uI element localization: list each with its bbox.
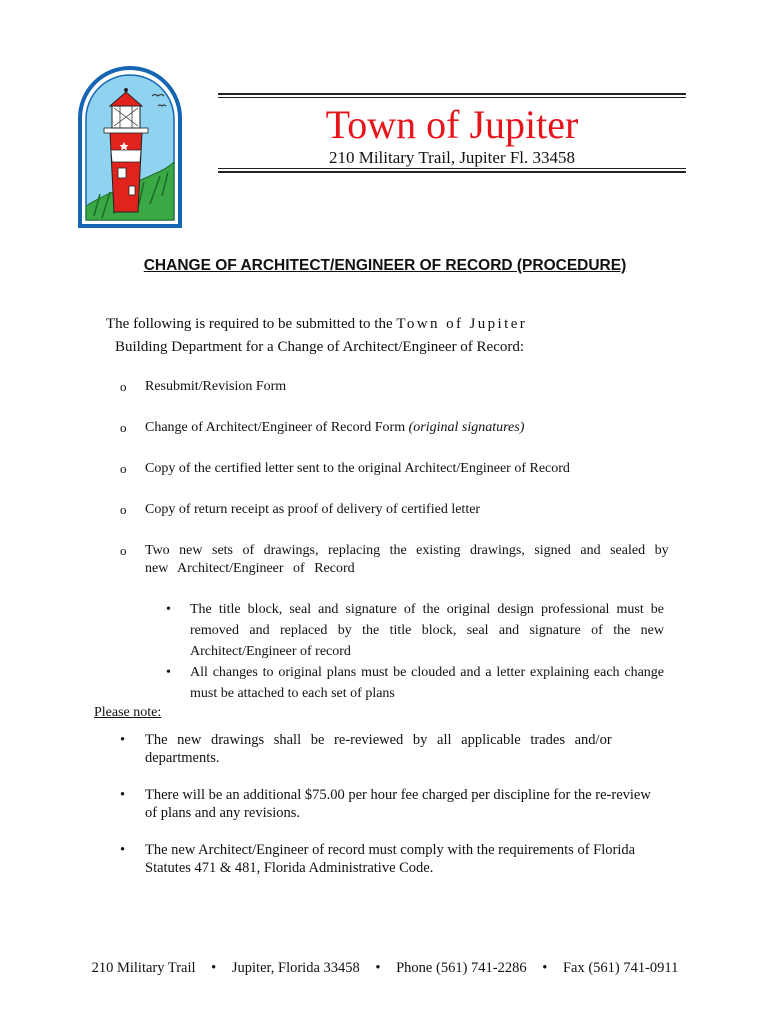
- footer-separator: •: [542, 960, 548, 976]
- document-heading: CHANGE OF ARCHITECT/ENGINEER OF RECORD (PROCEDURE): [143, 257, 627, 274]
- sub-list-item: [164, 662, 664, 704]
- footer-phone: Phone (561) 741-2286: [396, 960, 527, 976]
- list-marker: o: [120, 379, 127, 394]
- requirement-text: Change of Architect/Engineer of Record Form: [145, 420, 406, 435]
- requirement-text: Copy of the certified letter sent to the original Architect/Engineer of Record: [145, 461, 570, 476]
- list-marker: o: [120, 461, 127, 476]
- intro-paragraph: [106, 314, 527, 357]
- list-marker: o: [120, 543, 127, 558]
- intro-town-name: Town of Jupiter: [396, 316, 528, 332]
- note-item: [119, 841, 659, 877]
- note-text: There will be an additional $75.00 per hour fee charged per discipline for the re-review of plans and any revisions.: [145, 787, 651, 821]
- note-text: The new Architect/Engineer of record must comply with the requirements of Florida Statutes 471 & 481, Florida Administrative Code.: [145, 842, 636, 876]
- requirement-item: [120, 501, 480, 519]
- intro-line2: Building Department for a Change of Architect/Engineer of Record:: [115, 339, 525, 355]
- sub-item-text: All changes to original plans must be clouded and a letter explaining each change must be attached to each set of plans: [190, 665, 664, 701]
- town-address: 210 Military Trail, Jupiter Fl. 33458: [328, 148, 576, 167]
- requirement-text: Two new sets of drawings, replacing the existing drawings, signed and sealed by new Architect/Engineer of Record: [145, 543, 669, 576]
- header-rule-bottom-thin: [218, 168, 686, 169]
- requirement-item: [120, 378, 286, 396]
- header-rule-top: [218, 93, 686, 95]
- header-rule-bottom: [218, 171, 686, 173]
- note-item: [119, 786, 659, 822]
- footer-street: 210 Military Trail: [91, 960, 196, 976]
- requirement-text: Resubmit/Revision Form: [145, 379, 287, 394]
- note-text: The new drawings shall be re-reviewed by all applicable trades and/or departments.: [145, 732, 612, 766]
- bullet-marker: •: [120, 787, 126, 803]
- drawing-requirements-sublist: [164, 599, 664, 704]
- requirement-item: [120, 460, 570, 478]
- note-item: [119, 731, 659, 767]
- sub-list-item: [164, 599, 664, 662]
- footer-city: Jupiter, Florida 33458: [231, 960, 360, 976]
- footer-separator: •: [375, 960, 381, 976]
- requirement-text: Copy of return receipt as proof of delivery of certified letter: [145, 502, 481, 517]
- intro-line1: The following is required to be submitted to the: [106, 316, 393, 332]
- header-rule-top-thin: [218, 97, 686, 98]
- town-logo-lighthouse: [74, 66, 186, 228]
- bullet-marker: •: [120, 732, 126, 748]
- town-title: Town of Jupiter: [325, 102, 579, 147]
- list-marker: o: [120, 502, 127, 517]
- requirement-note: (original signatures): [408, 420, 525, 435]
- sub-item-text: The title block, seal and signature of the original design professional must be removed and replaced by the title block, seal and signature of the new Architect/Engineer of record: [190, 602, 664, 659]
- bullet-marker: •: [120, 842, 126, 858]
- footer-fax: Fax (561) 741-0911: [562, 960, 679, 976]
- requirement-item: [120, 419, 524, 437]
- bullet-marker: •: [166, 665, 171, 680]
- please-note-label: Please note:: [94, 705, 162, 720]
- list-marker: o: [120, 420, 127, 435]
- bullet-marker: •: [166, 602, 171, 617]
- page-footer: [0, 960, 770, 977]
- requirement-item: [120, 542, 670, 578]
- footer-separator: •: [211, 960, 217, 976]
